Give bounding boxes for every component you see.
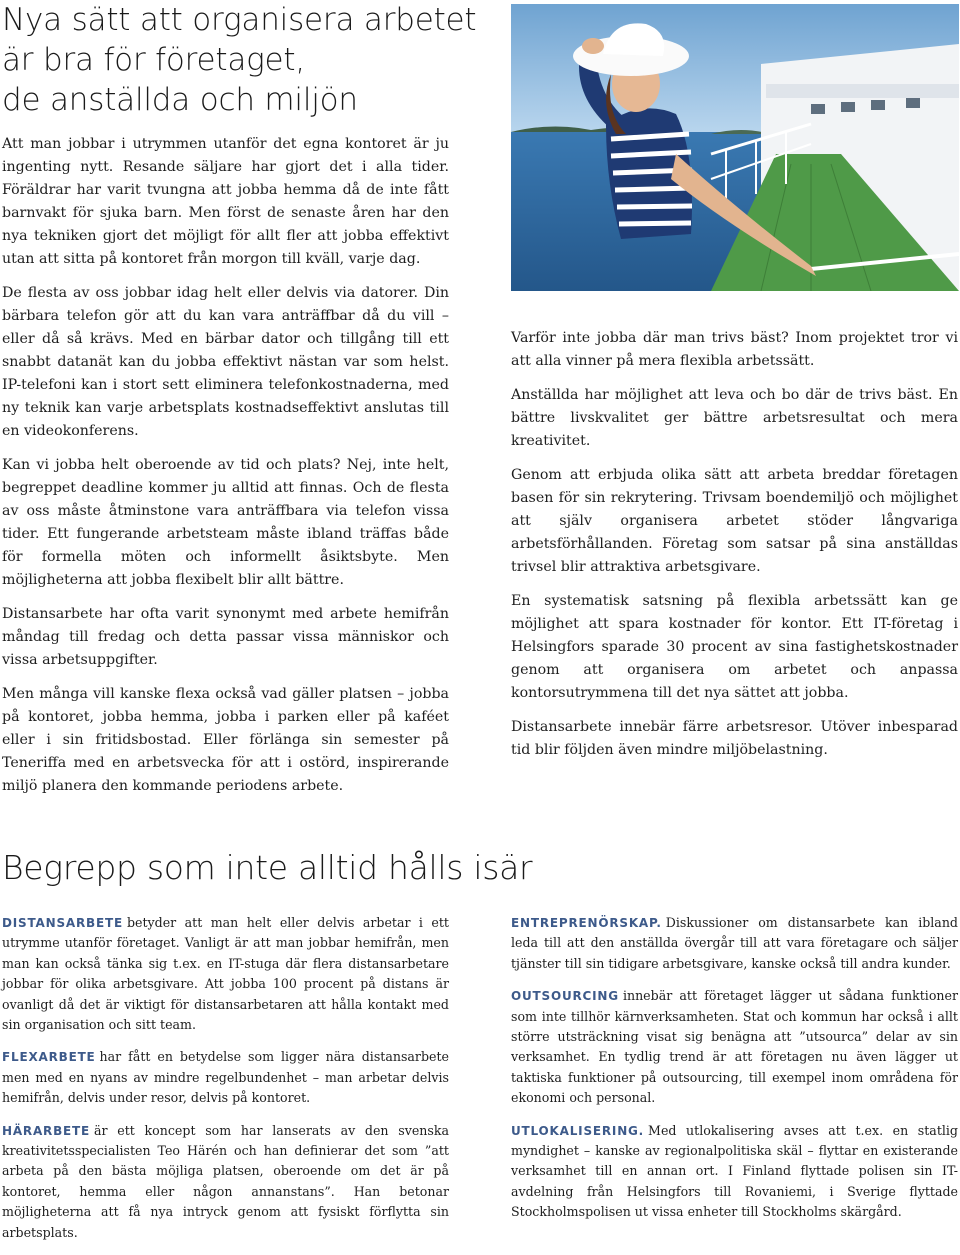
glossary-entry: [2, 1047, 449, 1108]
glossary-left-column: [2, 913, 449, 1255]
glossary-definition: betyder att man helt eller delvis arbetar i ett utrymme utanför företaget. Vanligt är att man jobbar hemifrån, men man kan också tänka sig t.ex. en IT-stuga där flera distansarbetare jobbar för olika arbetsgivare. Att jobba 100 procent på distans är ovanligt då det är viktigt för distansarbetaren att hålla kontakt med sin organisation och sitt team.: [2, 915, 449, 1033]
glossary-term: FLEXARBETE: [2, 1050, 96, 1065]
glossary-term: ENTREPRENÖRSKAP.: [511, 916, 662, 930]
glossary-title: Begrepp som inte alltid hålls isär: [2, 848, 533, 887]
article-left-column: [2, 133, 449, 809]
paragraph: Att man jobbar i utrymmen utanför det egna kontoret är ju ingenting nytt. Resande säljare har gjort det i alla tider. Föräldrar har varit tvungna att jobba hemma då de inte fått barnvakt för sjuka barn. Men först de senaste åren har den nya tekniken gjort det möjligt för allt fler att jobba effektivt utan att sitta på kontoret från morgon till kväll, varje dag.: [2, 136, 449, 267]
paragraph: De flesta av oss jobbar idag helt eller delvis via datorer. Din bärbara telefon gör att du kan vara anträffbar då du vill – eller då så krävs. Med en bärbar dator och tillgång till ett snabbt datanät kan du jobba effektivt nästan var som helst. IP-telefoni kan i stort sett eliminera telefonkostnaderna, med ny teknik kan varje arbetsplats kostnadseffektivt anslutas till en videokonferens.: [2, 285, 449, 439]
glossary-term: OUTSOURCING: [511, 989, 619, 1004]
glossary-definition: innebär att företaget lägger ut sådana funktioner som inte tillhör kärnverksamheten. Stat och kommun har också i allt större utsträckning visat sig benägna att ”utsourca” delar av sin verksamhet. En tydlig trend är att företagen nu även lägger ut taktiska funktioner på outsourcing, till exempel inom områdena för ekonomi och personal.: [511, 988, 958, 1106]
glossary-entry: [511, 1121, 958, 1223]
article-right-column: [511, 327, 958, 773]
paragraph: Genom att erbjuda olika sätt att arbeta breddar företagen basen för sin rekrytering. Trivsam boendemiljö och möjlighet att själv organisera arbetet stöder långvariga arbetsförhållanden. Företag som satsar på sina anställdas trivsel blir attraktiva arbetsgivare.: [511, 467, 958, 575]
glossary-definition: Diskussioner om distansarbete kan ibland leda till att den anställda övergår till att vara företagare och säljer tjänster till sin tidigare arbetsgivare, kanske också till andra kunder.: [511, 915, 958, 971]
glossary-entry: [2, 913, 449, 1035]
paragraph: En systematisk satsning på flexibla arbetssätt kan ge möjlighet att spara kostnader för kontor. Ett IT-företag i Helsingfors sparade 30 procent av sina fastighetskostnader genom att organisera om arbetet och anpassa kontorsutrymmena till det nya sättet att jobba.: [511, 593, 958, 701]
glossary-entry: [2, 1121, 449, 1243]
article-title: [2, 0, 492, 120]
glossary-definition: är ett koncept som har lanserats av den svenska kreativitetsspecialisten Teo Härén och han definierar det som ”att arbeta på den bästa möjliga platsen, oberoende om det är på kontoret, hemma eller någon annanstans”. Han betonar möjligheterna att få nya intryck genom att fysiskt förflytta sin arbetsplats.: [2, 1122, 449, 1240]
paragraph: Distansarbete innebär färre arbetsresor. Utöver inbesparad tid blir följden även mindre miljöbelastning.: [511, 719, 958, 758]
glossary-definition: har fått en betydelse som ligger nära distansarbete men med en nyans av mindre regelbundenhet – man arbetar delvis hemifrån, delvis under resor, delvis på kontoret.: [2, 1049, 449, 1106]
glossary-right-column: [511, 913, 958, 1235]
paragraph: Kan vi jobba helt oberoende av tid och plats? Nej, inte helt, begreppet deadline kommer ju alltid att finnas. Och de flesta av oss måste åtminstone vara anträffbara via telefon vissa tider. Ett fungerande arbetsteam måste ibland träffas både för formella möten och informellt åsiktsbyte. Men möjligheterna att jobba flexibelt blir allt bättre.: [2, 457, 449, 588]
title-line: Nya sätt att organisera arbetet: [2, 2, 477, 38]
woman-on-ship-photo: [511, 4, 959, 291]
paragraph: Anställda har möjlighet att leva och bo där de trivs bäst. En bättre livskvalitet ger bättre arbetsresultat och mera kreativitet.: [511, 387, 958, 449]
paragraph: Men många vill kanske flexa också vad gäller platsen – jobba på kontoret, jobba hemma, jobba i parken eller på kaféet eller i sin fritidsbostad. Eller förlänga sin semester på Teneriffa med en arbetsvecka för att i ostörd, inspirerande miljö planera den kommande periodens arbete.: [2, 686, 449, 794]
glossary-entry: [511, 913, 958, 974]
glossary-term: HÄRARBETE: [2, 1123, 91, 1138]
glossary-entry: [511, 986, 958, 1108]
title-line: är bra för företaget,: [2, 42, 305, 78]
glossary-term: UTLOKALISERING.: [511, 1123, 645, 1138]
glossary-term: DISTANSARBETE: [2, 916, 123, 930]
glossary-definition: Med utlokalisering avses att t.ex. en statlig myndighet – kanske av regionalpolitiska skäl – flyttar en existerande verksamhet till en annan ort. I Finland flyttade polisen sin IT-avdelning från Helsingfors till Rovaniemi, i Sverige flyttade Stockholmspolisen ut vissa enheter till Stockholms skärgård.: [511, 1122, 958, 1220]
paragraph: Varför inte jobba där man trivs bäst? Inom projektet tror vi att alla vinner på mera flexibla arbetssätt.: [511, 330, 958, 369]
title-line: de anställda och miljön: [2, 82, 358, 118]
paragraph: Distansarbete har ofta varit synonymt med arbete hemifrån måndag till fredag och detta passar vissa människor och vissa arbetsuppgifter.: [2, 606, 449, 668]
article-photo: [511, 4, 959, 291]
